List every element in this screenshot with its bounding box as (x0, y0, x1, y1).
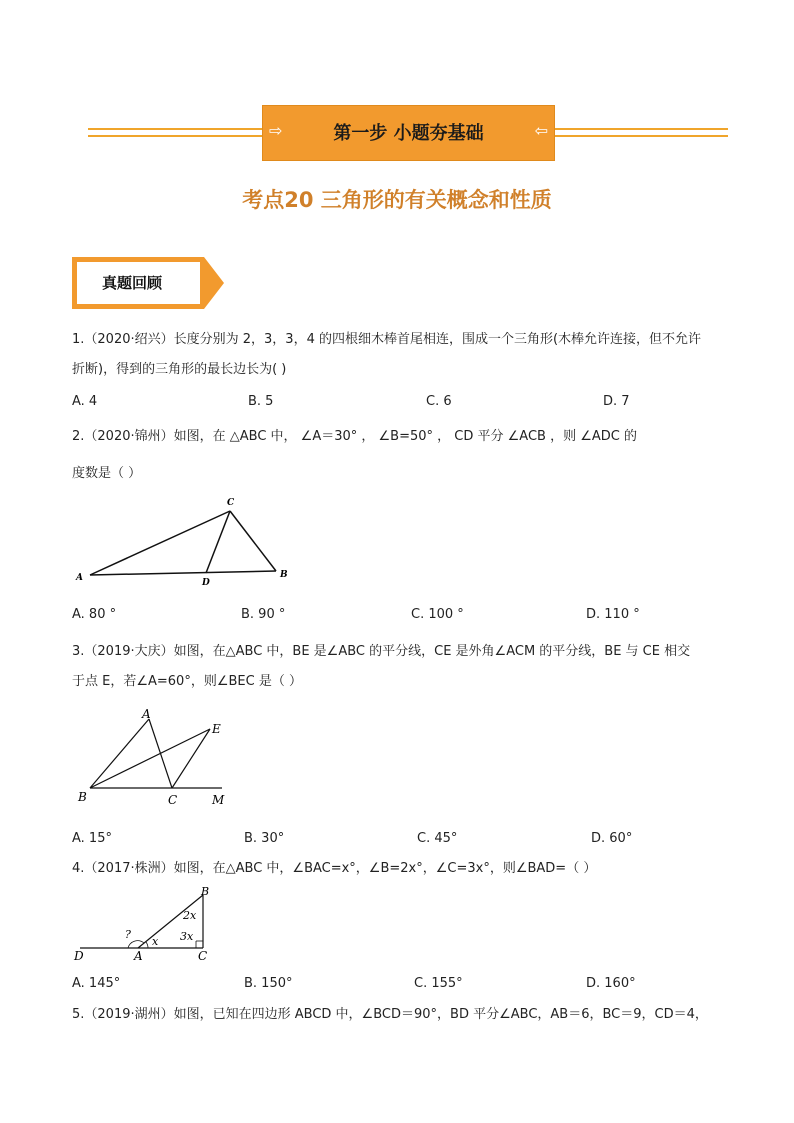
question-1-line-2: 折断)，得到的三角形的最长边长为( ) (72, 362, 287, 377)
question-1-option-a: A. 4 (72, 394, 98, 409)
header-rule-left-top (88, 128, 263, 130)
question-3-line-2: 于点 E，若∠A=60°，则∠BEC 是（ ） (72, 674, 302, 689)
question-2-option-c: C. 100 ° (411, 607, 464, 622)
figure2-label-a: A (76, 573, 83, 583)
question-3-figure (72, 705, 242, 810)
question-4-option-d: D. 160° (586, 976, 636, 991)
question-4-line-1: 4.（2017·株洲）如图，在△ABC 中，∠BAC=x°，∠B=2x°，∠C=3x°，则∠BAD=（ ） (72, 861, 597, 876)
arrow-right-icon: ⇨ (269, 121, 283, 140)
question-3-option-c: C. 45° (417, 831, 458, 846)
section-label: 真题回顾 (102, 274, 163, 292)
question-1-option-c: C. 6 (426, 394, 452, 409)
figure2-label-c: C (227, 498, 235, 508)
question-2-line-2: 度数是（ ） (72, 466, 142, 481)
question-2-option-a: A. 80 ° (72, 607, 117, 622)
question-3-line-1: 3.（2019·大庆）如图，在△ABC 中，BE 是∠ABC 的平分线，CE 是外角∠ACM 的平分线，BE 与 CE 相交 (72, 644, 691, 659)
figure3-label-b: B (78, 790, 87, 804)
header-rule-left-bottom (88, 135, 263, 137)
figure4-label-3x: 3x (180, 930, 194, 943)
question-2-line-1: 2.（2020·锦州）如图，在 △ABC 中， ∠A＝30° ， ∠B=50° ， CD 平分 ∠ACB ，则 ∠ADC 的 (72, 429, 637, 444)
question-1-option-b: B. 5 (248, 394, 274, 409)
question-2-figure (72, 493, 302, 588)
question-4-option-c: C. 155° (414, 976, 463, 991)
question-3-option-a: A. 15° (72, 831, 112, 846)
step-banner (262, 105, 555, 161)
figure4-label-b: B (201, 885, 210, 898)
figure4-label-d: D (74, 949, 84, 963)
figure3-label-m: M (212, 793, 225, 807)
question-3-option-b: B. 30° (244, 831, 285, 846)
figure4-label-x: x (152, 935, 159, 948)
figure2-label-d: D (202, 578, 210, 588)
figure4-label-2x: 2x (183, 909, 197, 922)
figure4-label-c: C (198, 949, 208, 963)
arrow-left-icon: ⇦ (534, 121, 548, 140)
figure3-label-c: C (168, 793, 178, 807)
question-4-option-a: A. 145° (72, 976, 121, 991)
question-2-option-b: B. 90 ° (241, 607, 286, 622)
section-tab (72, 257, 232, 313)
header-rule-right-bottom (554, 135, 728, 137)
figure2-label-b: B (280, 570, 288, 580)
figure3-label-a: A (142, 707, 151, 721)
question-1-option-d: D. 7 (603, 394, 630, 409)
figure3-label-e: E (212, 722, 221, 736)
topic-title: 考点20 三角形的有关概念和性质 (242, 188, 552, 212)
figure4-label-question: ? (125, 928, 131, 941)
question-4-figure (72, 885, 222, 965)
figure4-label-a: A (134, 949, 143, 963)
header-rule-right-top (554, 128, 728, 130)
question-1-line-1: 1.（2020·绍兴）长度分别为 2，3，3，4 的四根细木棒首尾相连，围成一个三角形(木棒允许连接，但不允许 (72, 332, 702, 347)
banner-title: 第一步 小题夯基础 (333, 123, 484, 144)
question-2-option-d: D. 110 ° (586, 607, 640, 622)
question-4-option-b: B. 150° (244, 976, 293, 991)
question-5-line-1: 5.（2019·湖州）如图，已知在四边形 ABCD 中，∠BCD＝90°，BD 平分∠ABC，AB＝6，BC＝9，CD＝4， (72, 1007, 708, 1022)
question-3-option-d: D. 60° (591, 831, 633, 846)
